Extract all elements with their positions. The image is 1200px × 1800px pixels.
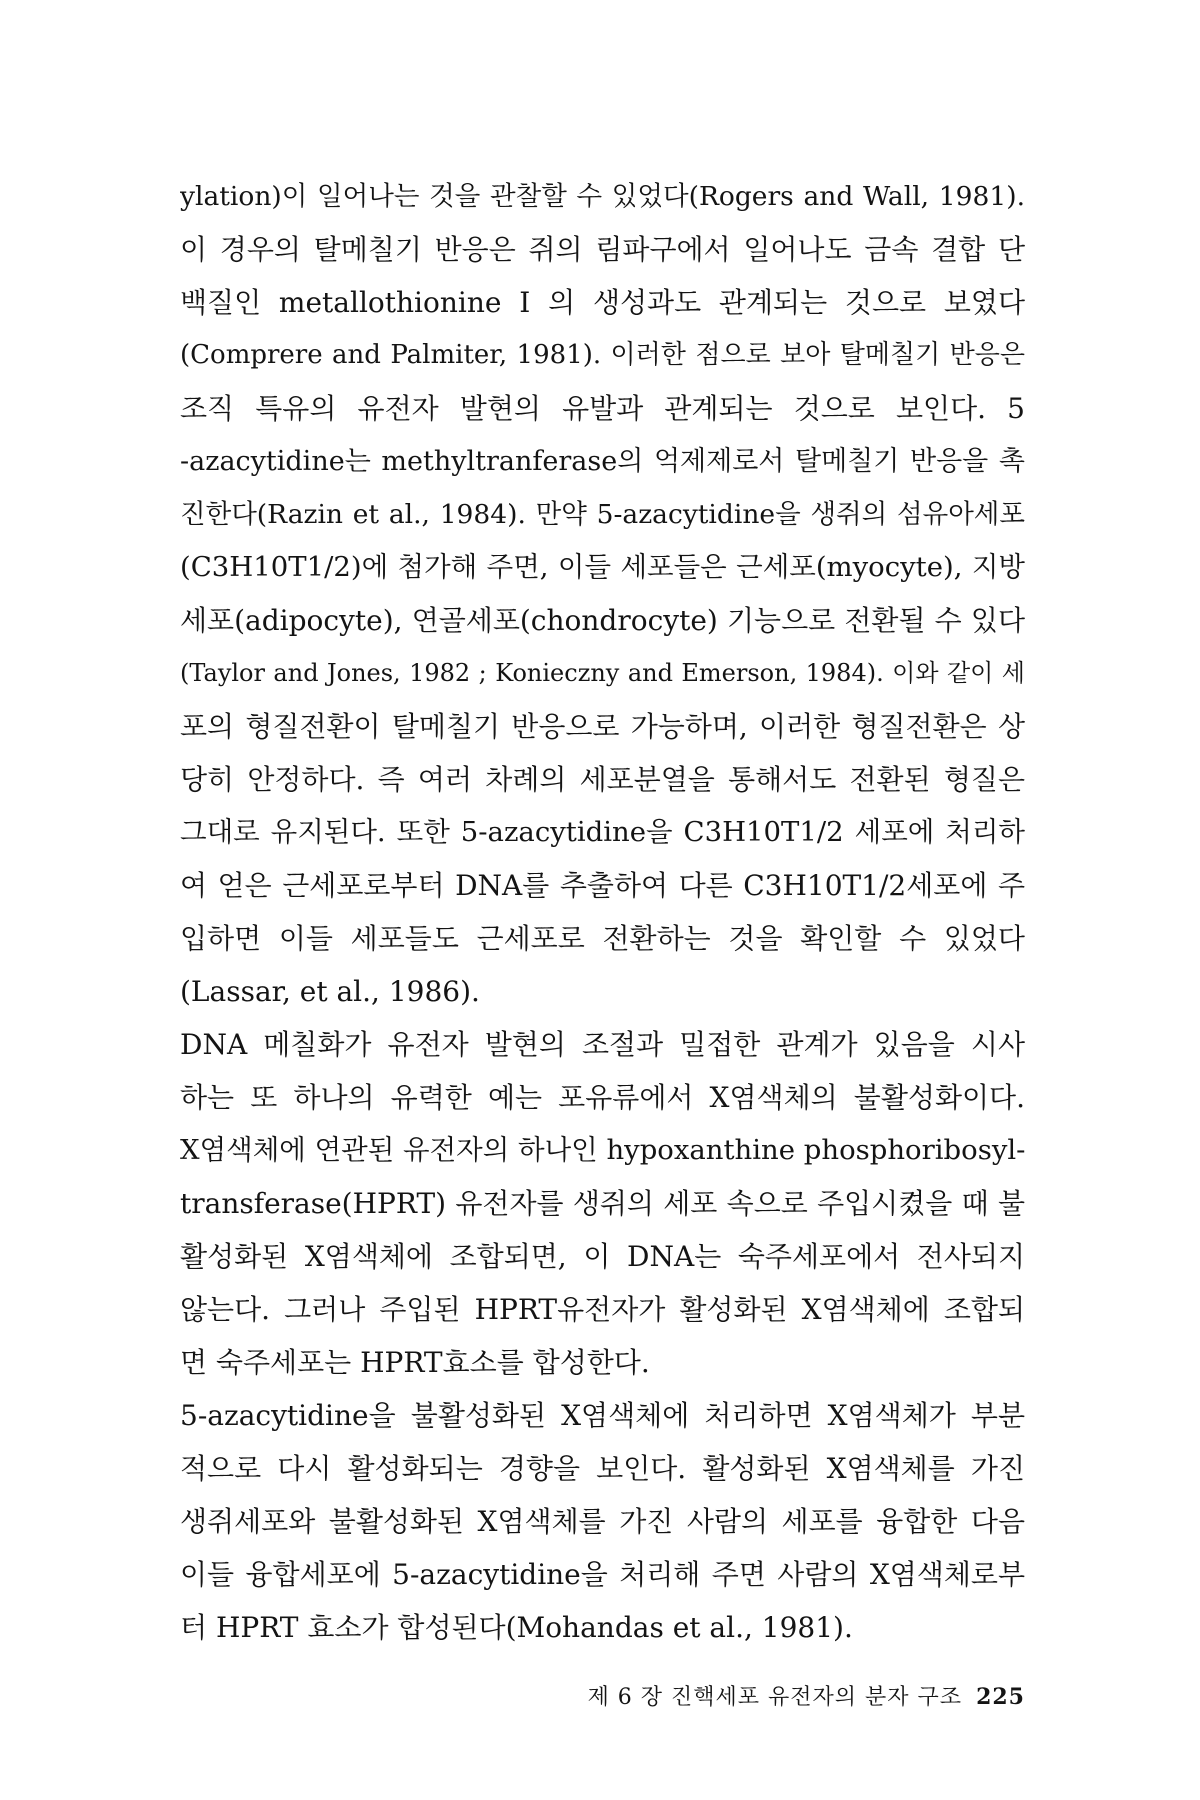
text-line: 진한다(Razin et al., 1984). 만약 5-azacytidine을 생쥐의 섬유아세포	[180, 499, 1025, 530]
page-footer	[180, 1680, 1025, 1711]
text-line: DNA 메칠화가 유전자 발현의 조절과 밀접한 관계가 있음을 시사	[180, 1028, 1025, 1061]
text-line: 면 숙주세포는 HPRT효소를 합성한다.	[180, 1346, 650, 1379]
text-line: 백질인 metallothionine I 의 생성과도 관계되는 것으로 보였다	[180, 286, 1025, 319]
text-line: 당히 안정하다. 즉 여러 차례의 세포분열을 통해서도 전환된 형질은	[180, 763, 1025, 796]
text-line: 입하면 이들 세포들도 근세포로 전환하는 것을 확인할 수 있었다	[180, 922, 1025, 955]
text-line: 이들 융합세포에 5-azacytidine을 처리해 주면 사람의 X염색체로부	[180, 1558, 1025, 1591]
text-line: transferase(HPRT) 유전자를 생쥐의 세포 속으로 주입시켰을 때 불	[180, 1187, 1025, 1220]
text-line: 여 얻은 근세포로부터 DNA를 추출하여 다른 C3H10T1/2세포에 주	[180, 869, 1025, 902]
text-line: (Lassar, et al., 1986).	[180, 975, 480, 1008]
text-line: 5-azacytidine을 불활성화된 X염색체에 처리하면 X염색체가 부분	[180, 1399, 1025, 1432]
running-header-chapter: 제 6 장 진핵세포 유전자의 분자 구조	[587, 1685, 963, 1710]
text-line: (Comprere and Palmiter, 1981). 이러한 점으로 보아 탈메칠기 반응은	[180, 340, 1025, 370]
text-line: 포의 형질전환이 탈메칠기 반응으로 가능하며, 이러한 형질전환은 상	[180, 710, 1025, 743]
text-line: (Taylor and Jones, 1982 ; Konieczny and Emerson, 1984). 이와 같이 세	[180, 659, 1025, 687]
text-line: (C3H10T1/2)에 첨가해 주면, 이들 세포들은 근세포(myocyte), 지방	[180, 551, 1025, 583]
text-line: 그대로 유지된다. 또한 5-azacytidine을 C3H10T1/2 세포에 처리하	[180, 816, 1025, 848]
text-line: 않는다. 그러나 주입된 HPRT유전자가 활성화된 X염색체에 조합되	[180, 1293, 1025, 1326]
text-line: 활성화된 X염색체에 조합되면, 이 DNA는 숙주세포에서 전사되지	[180, 1240, 1025, 1273]
text-line: 적으로 다시 활성화되는 경향을 보인다. 활성화된 X염색체를 가진	[180, 1452, 1025, 1485]
text-line: ylation)이 일어나는 것을 관찰할 수 있었다(Rogers and Wall, 1981).	[180, 181, 1025, 212]
text-line: 터 HPRT 효소가 합성된다(Mohandas et al., 1981).	[180, 1611, 853, 1644]
text-line: 조직 특유의 유전자 발현의 유발과 관계되는 것으로 보인다. 5	[180, 392, 1025, 425]
page-number: 225	[976, 1684, 1025, 1710]
text-line: -azacytidine는 methyltranferase의 억제제로서 탈메칠기 반응을 촉	[180, 446, 1025, 477]
text-line: 세포(adipocyte), 연골세포(chondrocyte) 기능으로 전환될 수 있다	[180, 604, 1025, 637]
text-line: 생쥐세포와 불활성화된 X염색체를 가진 사람의 세포를 융합한 다음	[180, 1505, 1025, 1538]
text-line: 하는 또 하나의 유력한 예는 포유류에서 X염색체의 불활성화이다.	[180, 1081, 1025, 1114]
text-line: 이 경우의 탈메칠기 반응은 쥐의 림파구에서 일어나도 금속 결합 단	[180, 233, 1025, 266]
body-text	[180, 170, 1025, 1654]
text-line: X염색체에 연관된 유전자의 하나인 hypoxanthine phosphoribosyl-	[180, 1134, 1025, 1166]
